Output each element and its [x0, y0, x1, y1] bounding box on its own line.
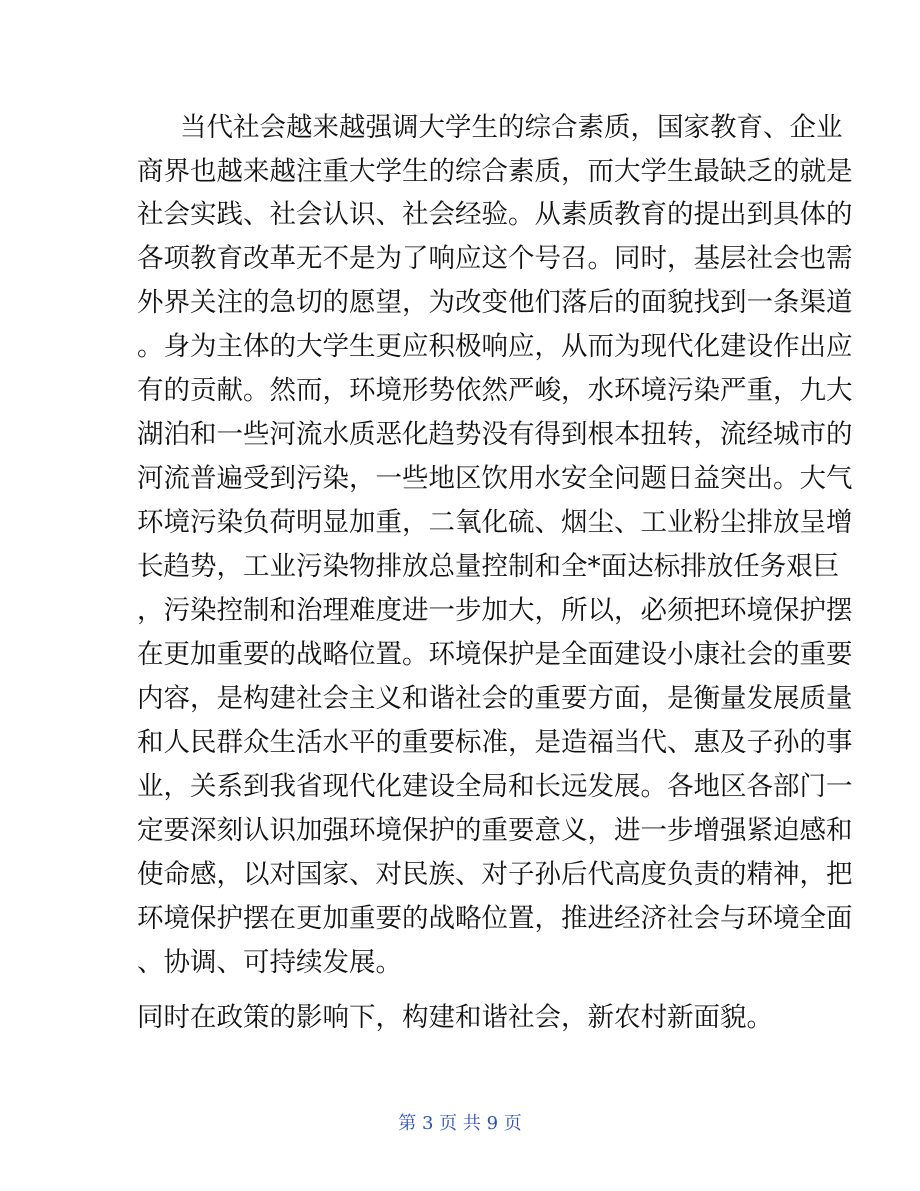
paragraph-line: 湖泊和一些河流水质恶化趋势没有得到根本扭转，流经城市的	[137, 419, 853, 450]
paragraph-line: 内容，是构建社会主义和谐社会的重要方面，是衡量发展质量	[137, 683, 853, 714]
paragraph-line: 业，关系到我省现代化建设全局和长远发展。各地区各部门一	[137, 771, 853, 802]
paragraph-line: 使命感，以对国家、对民族、对子孙后代高度负责的精神，把	[137, 859, 853, 890]
paragraph-line: 商界也越来越注重大学生的综合素质，而大学生最缺乏的就是	[137, 156, 853, 187]
page-number-footer	[0, 1112, 920, 1136]
paragraph-line: 环境污染负荷明显加重，二氧化硫、烟尘、工业粉尘排放呈增	[137, 507, 853, 538]
paragraph-line: 和人民群众生活水平的重要标准，是造福当代、惠及子孙的事	[137, 727, 853, 758]
paragraph-line: 当代社会越来越强调大学生的综合素质，国家教育、企业	[180, 112, 843, 143]
paragraph-line: 社会实践、社会认识、社会经验。从素质教育的提出到具体的	[137, 199, 853, 230]
paragraph-line: ，污染控制和治理难度进一步加大，所以，必须把环境保护摆	[137, 595, 853, 626]
paragraph-line: 外界关注的急切的愿望，为改变他们落后的面貌找到一条渠道	[137, 287, 853, 318]
paragraph-line: 定要深刻认识加强环境保护的重要意义，进一步增强紧迫感和	[137, 815, 853, 846]
paragraph-line: 。身为主体的大学生更应积极响应，从而为现代化建设作出应	[137, 331, 853, 362]
paragraph-line: 环境保护摆在更加重要的战略位置，推进经济社会与环境全面	[137, 903, 853, 934]
paragraph-line: 各项教育改革无不是为了响应这个号召。同时，基层社会也需	[137, 243, 853, 274]
paragraph-line: 有的贡献。然而，环境形势依然严峻，水环境污染严重，九大	[137, 375, 853, 406]
paragraph-line: 同时在政策的影响下，构建和谐社会，新农村新面貌。	[137, 1002, 773, 1033]
paragraph-line: 在更加重要的战略位置。环境保护是全面建设小康社会的重要	[137, 639, 853, 670]
page-number-label: 第 3 页 共 9 页	[398, 1113, 522, 1134]
paragraph-line: 河流普遍受到污染，一些地区饮用水安全问题日益突出。大气	[137, 463, 853, 494]
paragraph-line: 、协调、可持续发展。	[137, 947, 402, 978]
paragraph-line: 长趋势，工业污染物排放总量控制和全*面达标排放任务艰巨	[137, 551, 840, 582]
